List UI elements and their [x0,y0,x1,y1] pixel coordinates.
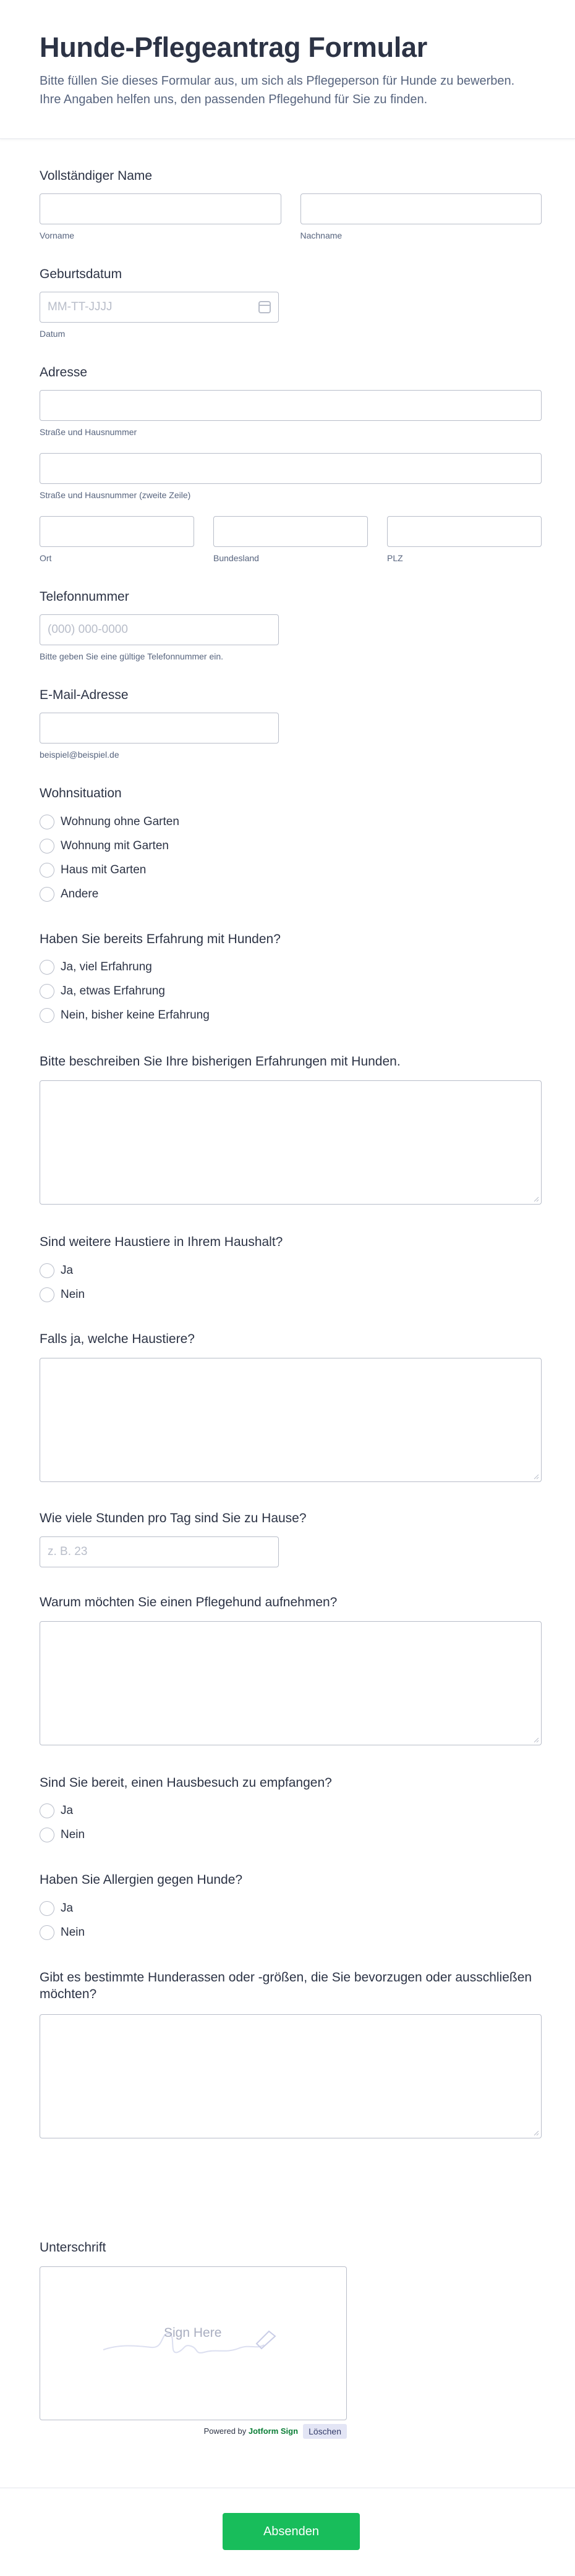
name-field [40,168,542,240]
housing-option-label: Wohnung ohne Garten [61,815,179,829]
hours-input[interactable] [40,1536,279,1567]
pets-which-label: Falls ja, welche Haustiere? [40,1332,195,1347]
jotform-sign-brand: Jotform Sign [248,2426,299,2436]
breeds-label: Gibt es bestimmte Hunderassen oder -größen, die Sie bevorzugen oder ausschließen möchten? [40,1970,532,2002]
experience-label: Haben Sie bereits Erfahrung mit Hunden? [40,931,281,946]
housing-radio-group [40,810,542,907]
birthdate-input[interactable] [40,292,279,323]
experience-field [40,931,542,1028]
city-sublabel: Ort [40,553,52,564]
radio-circle[interactable] [40,960,54,975]
signature-label: Unterschrift [40,2240,106,2255]
form-header [0,0,575,139]
experience-desc-field [40,1054,542,1205]
pets-label: Sind weitere Haustiere in Ihrem Haushalt? [40,1235,283,1249]
experience-option[interactable] [40,955,542,980]
allergy-label: Haben Sie Allergien gegen Hunde? [40,1872,243,1887]
radio-circle[interactable] [40,1263,54,1278]
radio-circle[interactable] [40,1828,54,1842]
email-sublabel: beispiel@beispiel.de [40,750,119,760]
housing-field [40,786,542,906]
pets-option[interactable] [40,1282,542,1307]
housing-option-label: Haus mit Garten [61,863,147,877]
experience-desc-label: Bitte beschreiben Sie Ihre bisherigen Erfahrungen mit Hunden. [40,1054,401,1069]
allergy-option-label: Nein [61,1925,85,1939]
birthdate-sublabel: Datum [40,328,66,339]
experience-option-label: Ja, etwas Erfahrung [61,985,165,998]
hours-field [40,1510,542,1567]
pets-radio-group [40,1258,542,1307]
experience-option[interactable] [40,1004,542,1028]
street1-input[interactable] [40,390,542,421]
form-description: Bitte füllen Sie dieses Formular aus, um sich als Pflegeperson für Hunde zu bewerben. Ihre Angaben helfen uns, den passenden Pflegehund für Sie zu finden. [40,74,515,106]
state-sublabel: Bundesland [213,553,259,564]
last-name-input[interactable] [300,193,542,224]
pets-which-field [40,1331,542,1482]
signature-field [40,2240,542,2439]
calendar-icon[interactable] [258,301,271,313]
radio-circle[interactable] [40,984,54,999]
resize-handle-icon[interactable] [534,2130,539,2136]
submit-bar [0,2488,575,2576]
breeds-textarea[interactable] [40,2014,542,2138]
allergy-option[interactable] [40,1920,542,1944]
radio-circle[interactable] [40,1925,54,1940]
experience-option-label: Ja, viel Erfahrung [61,960,152,974]
birthdate-label: Geburtsdatum [40,266,122,281]
pets-option[interactable] [40,1258,542,1282]
clear-signature-button[interactable]: Löschen [303,2424,347,2439]
email-field [40,687,542,760]
pets-option-label: Nein [61,1287,85,1301]
visit-field [40,1775,542,1847]
phone-input[interactable] [40,614,279,645]
zip-input[interactable] [387,516,542,547]
radio-circle[interactable] [40,1287,54,1302]
signature-placeholder: Sign Here [164,2325,222,2340]
radio-circle[interactable] [40,1901,54,1916]
resize-handle-icon[interactable] [534,1474,539,1480]
submit-button[interactable]: Absenden [223,2513,360,2550]
email-input[interactable] [40,713,279,744]
allergy-radio-group [40,1896,542,1944]
phone-sublabel: Bitte geben Sie eine gültige Telefonnummer ein. [40,651,224,662]
city-input[interactable] [40,516,194,547]
radio-circle[interactable] [40,1008,54,1023]
powered-by-text [204,2426,298,2436]
email-label: E-Mail-Adresse [40,688,129,703]
housing-option[interactable] [40,810,542,834]
why-label: Warum möchten Sie einen Pflegehund aufnehmen? [40,1595,338,1609]
radio-circle[interactable] [40,887,54,902]
birthdate-placeholder: MM-TT-JJJJ [48,300,113,313]
pets-option-label: Ja [61,1263,74,1277]
housing-option[interactable] [40,858,542,883]
visit-option-label: Nein [61,1828,85,1842]
street2-input[interactable] [40,453,542,484]
phone-placeholder: (000) 000-0000 [48,623,128,637]
resize-handle-icon[interactable] [534,1737,539,1743]
last-name-sublabel: Nachname [300,230,343,240]
why-field [40,1595,542,1745]
visit-option[interactable] [40,1799,542,1823]
state-input[interactable] [213,516,368,547]
experience-option[interactable] [40,980,542,1004]
allergy-field [40,1872,542,1944]
pets-which-textarea[interactable] [40,1358,542,1482]
housing-label: Wohnsituation [40,786,122,801]
hours-label: Wie viele Stunden pro Tag sind Sie zu Hause? [40,1511,307,1526]
housing-option[interactable] [40,834,542,858]
breeds-field [40,1969,542,2138]
housing-option[interactable] [40,883,542,907]
experience-desc-textarea[interactable] [40,1080,542,1205]
name-label: Vollständiger Name [40,168,153,183]
form-title: Hunde-Pflegeantrag Formular [40,32,427,63]
street1-sublabel: Straße und Hausnummer [40,427,137,438]
address-field [40,365,542,563]
visit-option-label: Ja [61,1804,74,1818]
allergy-option-label: Ja [61,1901,74,1915]
form-body [0,168,575,2439]
signature-pad[interactable] [40,2266,347,2420]
allergy-option[interactable] [40,1896,542,1920]
radio-circle[interactable] [40,863,54,878]
zip-sublabel: PLZ [387,553,403,564]
visit-option[interactable] [40,1823,542,1847]
pets-field [40,1234,542,1307]
radio-circle[interactable] [40,815,54,829]
experience-option-label: Nein, bisher keine Erfahrung [61,1009,210,1022]
address-label: Adresse [40,365,88,379]
phone-label: Telefonnummer [40,590,129,604]
why-textarea[interactable] [40,1621,542,1745]
street2-sublabel: Straße und Hausnummer (zweite Zeile) [40,490,191,501]
housing-option-label: Wohnung mit Garten [61,839,169,853]
phone-field [40,589,542,661]
housing-option-label: Andere [61,888,99,901]
powered-by-label: Powered by [203,2426,247,2436]
visit-label: Sind Sie bereit, einen Hausbesuch zu empfangen? [40,1775,332,1790]
experience-radio-group [40,955,542,1028]
resize-handle-icon[interactable] [534,1197,539,1202]
first-name-sublabel: Vorname [40,230,75,240]
hours-placeholder: z. B. 23 [48,1544,88,1558]
visit-radio-group [40,1799,542,1847]
radio-circle[interactable] [40,839,54,854]
radio-circle[interactable] [40,1803,54,1818]
signature-footer [40,2424,347,2439]
birthdate-field [40,266,542,339]
first-name-input[interactable] [40,193,281,224]
